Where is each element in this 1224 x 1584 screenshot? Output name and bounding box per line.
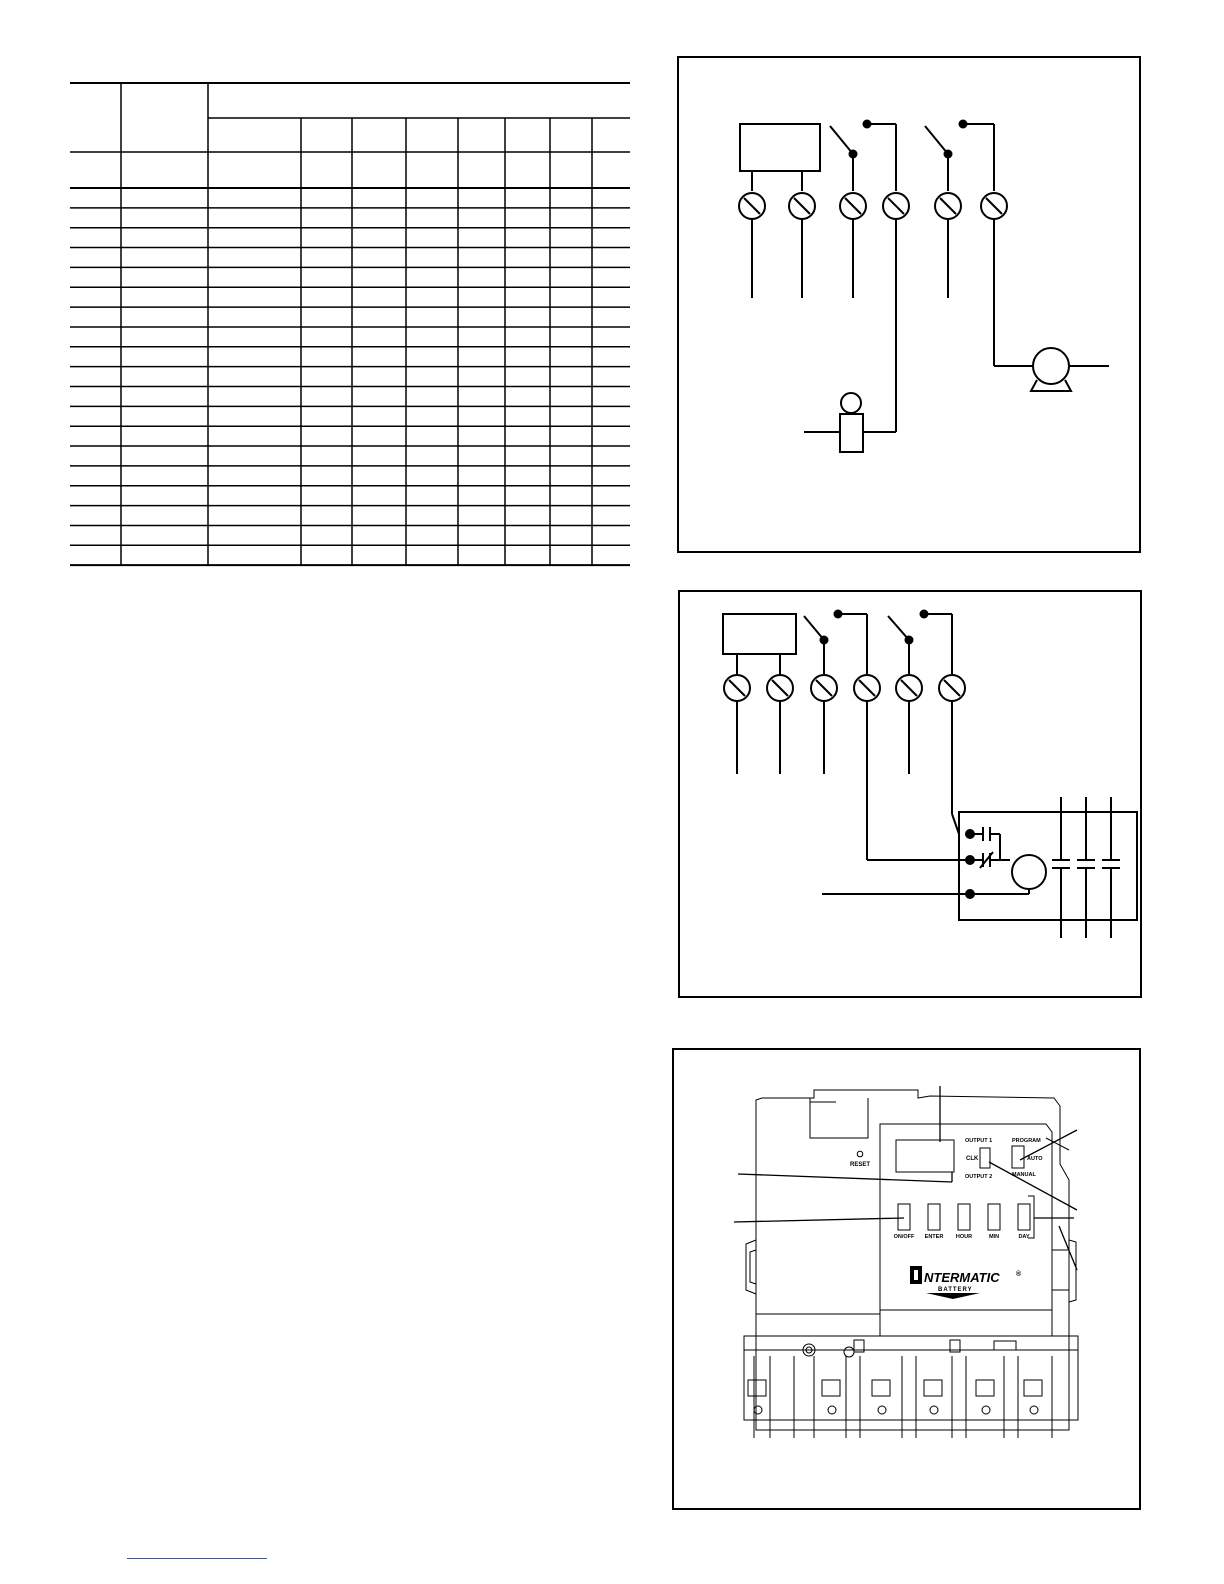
brand-mark: ® [1016, 1271, 1022, 1278]
intermatic-logo [910, 1266, 1022, 1299]
on-off-key-label: ON/OFF [893, 1234, 915, 1240]
lamp-bulb [841, 393, 861, 413]
hour-key [958, 1204, 970, 1230]
clk-switch [980, 1148, 990, 1168]
reset-label: RESET [849, 1162, 871, 1168]
output1-label: OUTPUT 1 [965, 1138, 993, 1144]
program-label: PROGRAM [1012, 1138, 1041, 1144]
timer-face-diagram [672, 1048, 1141, 1510]
day-key [1018, 1204, 1030, 1230]
min-key-label: MIN [988, 1234, 1000, 1240]
lamp-base [840, 414, 863, 452]
footer-link-rule [127, 1558, 267, 1559]
terminal-screws [724, 675, 965, 701]
terminal-strip [744, 1336, 1078, 1350]
on-off-key [898, 1204, 910, 1230]
terminal-blocks [748, 1356, 1052, 1438]
power-contacts [1052, 797, 1120, 938]
motor [1033, 348, 1069, 384]
auto-label: AUTO [1027, 1156, 1043, 1162]
wiring-diagram-contactor [678, 590, 1142, 998]
contactor-coil [1012, 855, 1046, 889]
display-window [896, 1140, 954, 1172]
timer-motor-box [740, 124, 820, 171]
output2-label: OUTPUT 2 [965, 1174, 993, 1180]
battery-label: BATTERY [938, 1287, 973, 1293]
enter-key [928, 1204, 940, 1230]
program-switch [1012, 1146, 1024, 1168]
clk-label: CLK [966, 1156, 979, 1162]
wiring-diagram-lamp-motor [677, 56, 1141, 553]
callout-leaders [734, 1086, 1077, 1270]
hour-key-label: HOUR [955, 1234, 973, 1240]
terminal-screws [739, 193, 1007, 219]
reset-button [857, 1151, 863, 1157]
brand-text: NTERMATIC [924, 1270, 1000, 1285]
timer-motor-box [723, 614, 796, 654]
manual-label: MANUAL [1012, 1172, 1036, 1178]
min-key [988, 1204, 1000, 1230]
data-table [60, 72, 635, 577]
enter-key-label: ENTER [924, 1234, 944, 1240]
day-key-label: DAY [1018, 1234, 1030, 1240]
